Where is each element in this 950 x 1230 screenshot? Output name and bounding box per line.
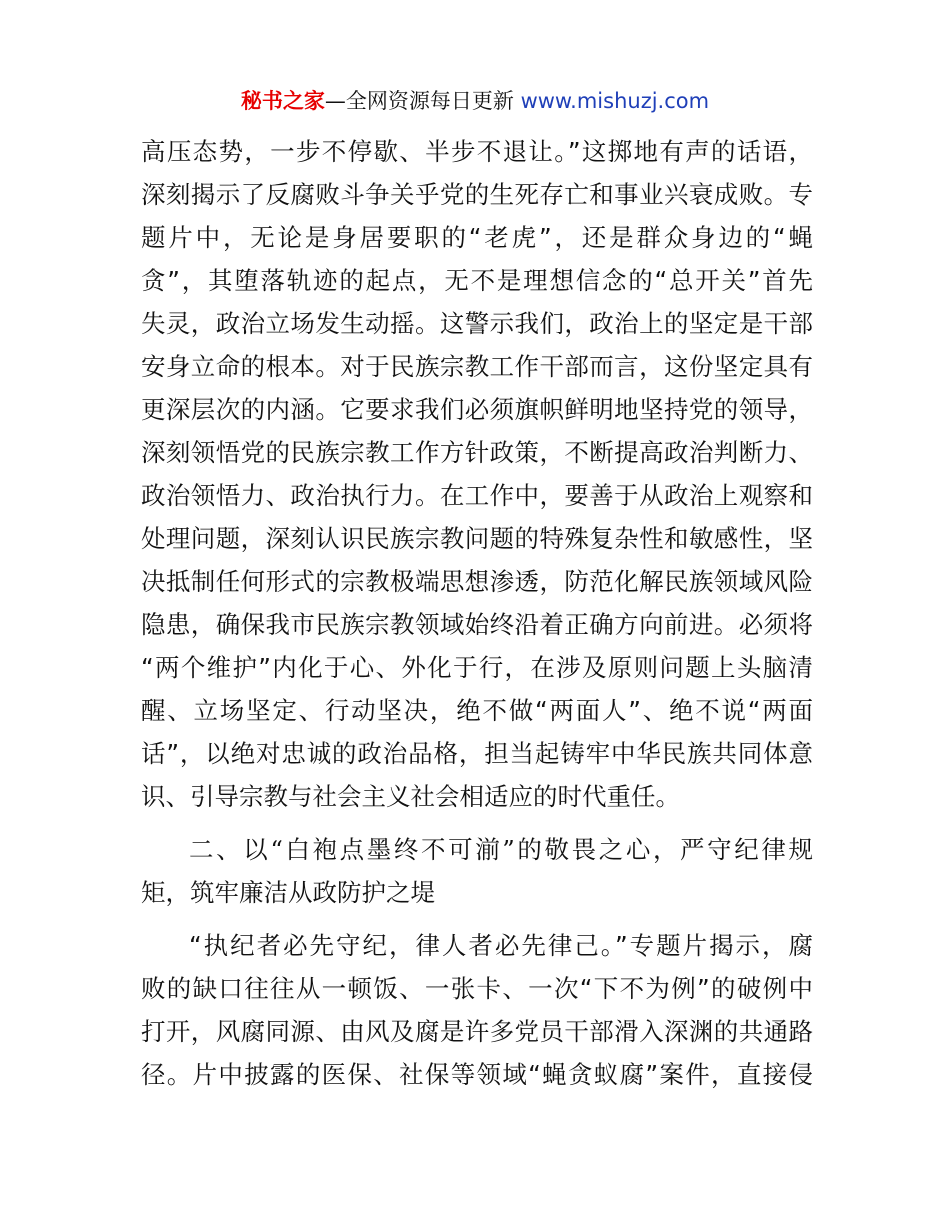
site-url-link[interactable]: www.mishuzj.com	[520, 89, 710, 113]
site-header	[0, 86, 950, 116]
text-line: 话”，以绝对忠诚的政治品格，担当起铸牢中华民族共同体意	[141, 739, 813, 768]
paragraph	[141, 924, 813, 1096]
text-line: 打开，风腐同源、由风及腐是许多党员干部滑入深渊的共通路	[141, 1017, 813, 1046]
text-line: 深刻领悟党的民族宗教工作方针政策，不断提高政治判断力、	[141, 438, 813, 467]
text-line: 更深层次的内涵。它要求我们必须旗帜鲜明地坚持党的领导，	[141, 395, 813, 424]
section-heading	[141, 828, 813, 914]
text-line: 安身立命的根本。对于民族宗教工作干部而言，这份坚定具有	[141, 352, 813, 381]
text-line: 识、引导宗教与社会主义社会相适应的时代重任。	[141, 782, 680, 811]
text-line: 败的缺口往往从一顿饭、一张卡、一次“下不为例”的破例中	[141, 974, 813, 1003]
text-line: 隐患，确保我市民族宗教领域始终沿着正确方向前进。必须将	[141, 610, 813, 639]
brand-name: 秘书之家	[240, 89, 325, 113]
text-line: 题片中，无论是身居要职的“老虎”，还是群众身边的“蝇	[141, 223, 813, 252]
paragraph	[141, 130, 813, 818]
text-line: 贪”，其堕落轨迹的起点，无不是理想信念的“总开关”首先	[141, 266, 813, 295]
text-line: 醒、立场坚定、行动坚决，绝不做“两面人”、绝不说“两面	[141, 696, 813, 725]
header-slogan: —全网资源每日更新	[324, 89, 521, 113]
text-line: “两个维护”内化于心、外化于行，在涉及原则问题上头脑清	[141, 653, 813, 682]
text-line: 政治领悟力、政治执行力。在工作中，要善于从政治上观察和	[141, 481, 813, 510]
text-line: 径。片中披露的医保、社保等领域“蝇贪蚁腐”案件，直接侵	[141, 1060, 813, 1089]
text-line: 高压态势，一步不停歇、半步不退让。”这掷地有声的话语，	[141, 137, 813, 166]
text-line: 决抵制任何形式的宗教极端思想渗透，防范化解民族领域风险	[141, 567, 813, 596]
heading-line: 矩，筑牢廉洁从政防护之堤	[141, 878, 435, 907]
text-line: 失灵，政治立场发生动摇。这警示我们，政治上的坚定是干部	[141, 309, 813, 338]
text-line: 深刻揭示了反腐败斗争关乎党的生死存亡和事业兴衰成败。专	[141, 180, 813, 209]
text-line: “执纪者必先守纪，律人者必先律己。”专题片揭示，腐	[189, 931, 813, 960]
text-line: 处理问题，深刻认识民族宗教问题的特殊复杂性和敏感性，坚	[141, 524, 813, 553]
document-body	[141, 130, 813, 1096]
heading-line: 二、以“白袍点墨终不可湔”的敬畏之心，严守纪律规	[189, 835, 813, 864]
